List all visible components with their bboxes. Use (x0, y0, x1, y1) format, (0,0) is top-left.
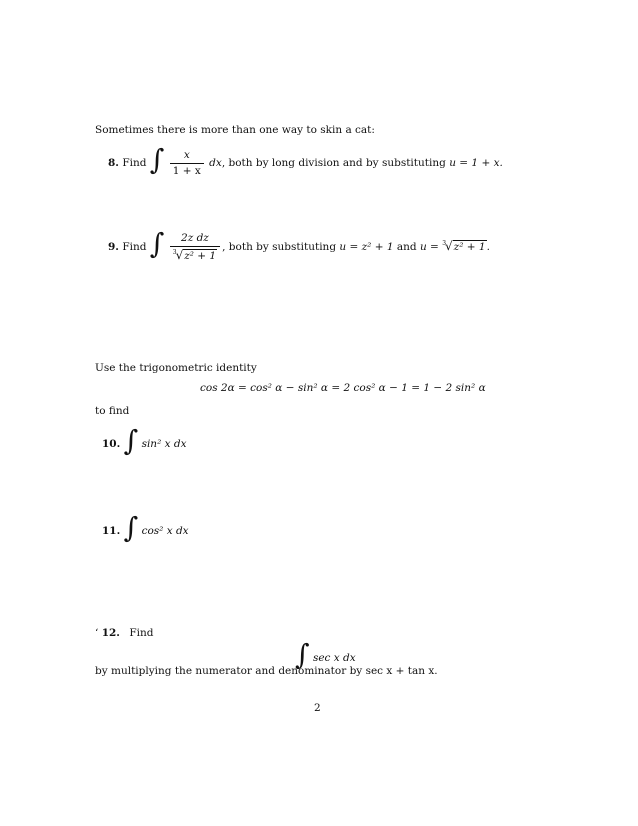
problem-8 (108, 143, 503, 177)
substitution-1: u = z² + 1 (339, 241, 394, 253)
find-label: Find (129, 627, 154, 639)
problem-text: , both by substituting (222, 241, 340, 253)
problem-12-followup: by multiplying the numerator and denominator by sec x + tan x. (95, 665, 438, 677)
fraction (170, 232, 220, 262)
problem-number: 8. (108, 157, 119, 169)
radicand: z² + 1 (184, 249, 217, 262)
find-label: Find (122, 241, 147, 253)
integral-sign: ∫ (123, 511, 139, 544)
page-number: 2 (314, 702, 321, 714)
root-index: 3 (442, 240, 447, 247)
fraction (170, 149, 204, 177)
identity-intro: Use the trigonometric identity (95, 362, 257, 374)
radicand: z² + 1 (453, 241, 486, 253)
integral-sign: ∫ (149, 143, 165, 176)
radical-sign-icon: √ (445, 239, 453, 253)
integrand: sec x dx (312, 652, 356, 664)
substitution-2-lhs: u = (419, 241, 443, 253)
problem-9 (108, 227, 490, 262)
find-label: Find (122, 157, 147, 169)
intro-text: Sometimes there is more than one way to skin a cat: (95, 124, 375, 136)
problem-11 (102, 511, 189, 544)
problem-12-integral (295, 638, 356, 671)
numerator: 2z dz (181, 231, 209, 244)
problem-number: 9. (108, 241, 119, 253)
period: . (486, 241, 490, 253)
numerator: x (183, 148, 190, 161)
problem-10 (102, 424, 187, 457)
integral-sign: ∫ (295, 638, 310, 671)
problem-12-header (95, 627, 153, 640)
denominator: 1 + x (170, 163, 204, 178)
integral-sign: ∫ (123, 424, 139, 457)
trig-identity: cos 2α = cos² α − sin² α = 2 cos² α − 1 = 1 − 2 sin² α (200, 382, 486, 394)
problem-number: 12. (101, 627, 120, 639)
root-index: 3 (172, 248, 177, 256)
cube-root (442, 239, 486, 254)
substitution: u = 1 + x. (449, 157, 503, 169)
problem-number: 10. (102, 438, 121, 450)
problem-number: 11. (102, 525, 121, 537)
radical-sign-icon: √ (175, 247, 184, 262)
differential: dx (209, 157, 222, 169)
and-text: and (393, 241, 420, 253)
cube-root (173, 248, 217, 263)
stray-mark: ‘ (95, 627, 99, 639)
integral-sign: ∫ (149, 227, 165, 260)
integrand: sin² x dx (141, 438, 187, 450)
problem-text: , both by long division and by substituting (221, 157, 450, 169)
to-find-text: to find (95, 405, 130, 417)
integrand: cos² x dx (141, 525, 189, 537)
denominator (170, 246, 220, 263)
